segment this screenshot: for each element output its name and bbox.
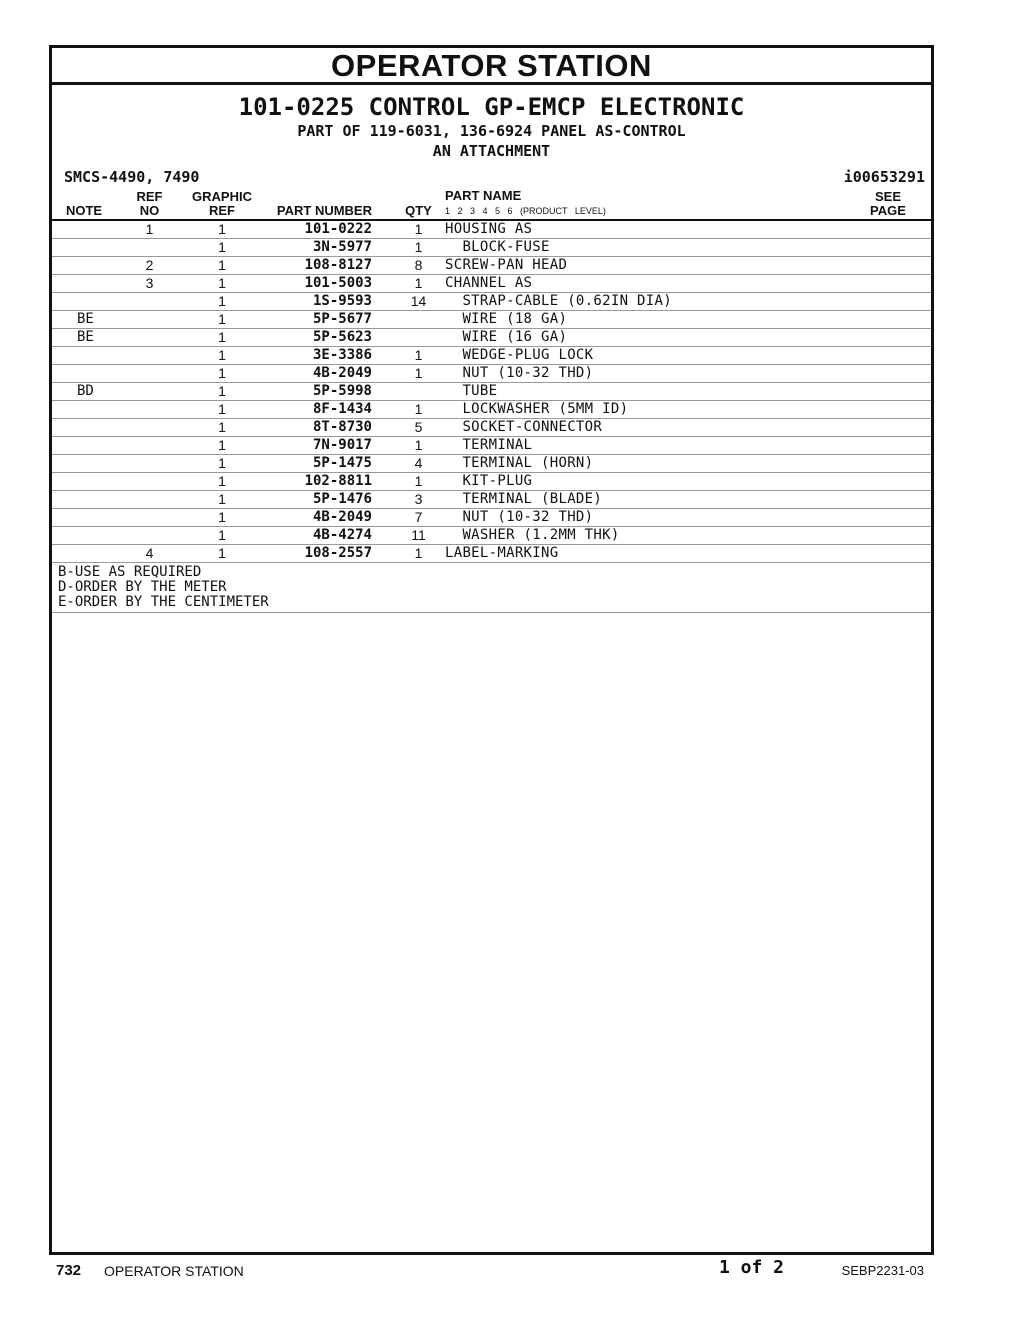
notes-block xyxy=(52,563,931,613)
graphic-ref-cell: 1 xyxy=(183,383,261,401)
graphic-ref-cell: 1 xyxy=(183,347,261,365)
graphic-ref-cell: 1 xyxy=(183,257,261,275)
ref-no-cell xyxy=(116,347,183,365)
part-number-cell: 5P-5623 xyxy=(261,329,392,347)
note-cell xyxy=(52,401,116,419)
table-row xyxy=(52,311,931,329)
table-row xyxy=(52,383,931,401)
note-cell xyxy=(52,473,116,491)
part-name-cell: WEDGE-PLUG LOCK xyxy=(445,347,845,365)
ref-no-cell: 2 xyxy=(116,257,183,275)
graphic-ref-cell: 1 xyxy=(183,473,261,491)
ref-no-cell: 1 xyxy=(116,220,183,239)
see-page-cell xyxy=(845,347,931,365)
note-line: D-ORDER BY THE METER xyxy=(58,579,227,595)
table-row xyxy=(52,545,931,563)
part-number-cell: 5P-5998 xyxy=(261,383,392,401)
table-row xyxy=(52,455,931,473)
qty-cell: 8 xyxy=(392,257,445,275)
part-name-cell: WIRE (18 GA) xyxy=(445,311,845,329)
ref-no-cell xyxy=(116,419,183,437)
ref-no-cell xyxy=(116,239,183,257)
note-cell xyxy=(52,545,116,563)
qty-cell: 1 xyxy=(392,347,445,365)
part-number-cell: 101-0222 xyxy=(261,220,392,239)
qty-cell: 11 xyxy=(392,527,445,545)
ref-no-cell xyxy=(116,455,183,473)
part-number-cell: 7N-9017 xyxy=(261,437,392,455)
table-row xyxy=(52,509,931,527)
table-row xyxy=(52,527,931,545)
part-number-cell: 3E-3386 xyxy=(261,347,392,365)
part-number-cell: 1S-9593 xyxy=(261,293,392,311)
see-page-cell xyxy=(845,257,931,275)
table-row xyxy=(52,347,931,365)
part-name-cell: SCREW-PAN HEAD xyxy=(445,257,845,275)
note-cell: BE xyxy=(52,329,116,347)
ref-no-cell xyxy=(116,437,183,455)
note-cell xyxy=(52,293,116,311)
qty-cell: 5 xyxy=(392,419,445,437)
qty-cell: 3 xyxy=(392,491,445,509)
note-line: B-USE AS REQUIRED xyxy=(58,564,202,580)
note-cell xyxy=(52,437,116,455)
part-name-cell: TERMINAL (BLADE) xyxy=(445,491,845,509)
see-page-cell xyxy=(845,365,931,383)
table-row xyxy=(52,329,931,347)
parts-table xyxy=(52,189,931,563)
ref-no-cell xyxy=(116,311,183,329)
see-page-cell xyxy=(845,455,931,473)
part-name-cell: NUT (10-32 THD) xyxy=(445,365,845,383)
note-cell xyxy=(52,419,116,437)
see-page-cell xyxy=(845,509,931,527)
part-name-cell: CHANNEL AS xyxy=(445,275,845,293)
see-page-cell xyxy=(845,239,931,257)
table-row xyxy=(52,220,931,239)
part-of-line: PART OF 119-6031, 136-6924 PANEL AS-CONTROL xyxy=(297,122,686,140)
col-qty: QTY xyxy=(405,203,432,218)
note-cell xyxy=(52,347,116,365)
ref-no-cell xyxy=(116,329,183,347)
see-page-cell xyxy=(845,383,931,401)
part-name-cell: WASHER (1.2MM THK) xyxy=(445,527,845,545)
ref-no-cell xyxy=(116,401,183,419)
part-number-cell: 101-5003 xyxy=(261,275,392,293)
table-row xyxy=(52,491,931,509)
col-note: NOTE xyxy=(65,203,103,218)
graphic-ref-cell: 1 xyxy=(183,365,261,383)
table-row xyxy=(52,473,931,491)
qty-cell xyxy=(392,329,445,347)
part-name-cell: KIT-PLUG xyxy=(445,473,845,491)
note-line: E-ORDER BY THE CENTIMETER xyxy=(58,594,269,610)
see-page-cell xyxy=(845,437,931,455)
part-name-cell: LOCKWASHER (5MM ID) xyxy=(445,401,845,419)
graphic-ref-cell: 1 xyxy=(183,419,261,437)
part-name-cell: TERMINAL xyxy=(445,437,845,455)
table-row xyxy=(52,293,931,311)
note-cell xyxy=(52,275,116,293)
graphic-ref-cell: 1 xyxy=(183,275,261,293)
group-header xyxy=(52,93,931,161)
see-page-cell xyxy=(845,220,931,239)
product-level-scale: 1 2 3 4 5 6 (PRODUCT LEVEL) xyxy=(445,206,606,216)
note-cell: BD xyxy=(52,383,116,401)
ref-no-cell xyxy=(116,491,183,509)
col-graphic-ref: GRAPHIC REF xyxy=(192,189,252,218)
part-number-cell: 8F-1434 xyxy=(261,401,392,419)
graphic-ref-cell: 1 xyxy=(183,491,261,509)
see-page-cell xyxy=(845,311,931,329)
page-of: 1 of 2 xyxy=(719,1257,785,1278)
qty-cell xyxy=(392,383,445,401)
graphic-ref-cell: 1 xyxy=(183,545,261,563)
part-name-cell: SOCKET-CONNECTOR xyxy=(445,419,845,437)
note-cell xyxy=(52,239,116,257)
qty-cell: 1 xyxy=(392,437,445,455)
table-row xyxy=(52,239,931,257)
part-number-cell: 102-8811 xyxy=(261,473,392,491)
note-cell xyxy=(52,491,116,509)
note-cell xyxy=(52,509,116,527)
see-page-cell xyxy=(845,545,931,563)
group-title: 101-0225 CONTROL GP-EMCP ELECTRONIC xyxy=(238,93,745,121)
ref-no-cell: 3 xyxy=(116,275,183,293)
graphic-ref-cell: 1 xyxy=(183,455,261,473)
graphic-ref-cell: 1 xyxy=(183,293,261,311)
col-ref-no: REF NO xyxy=(136,189,163,218)
see-page-cell xyxy=(845,491,931,509)
part-name-cell: STRAP-CABLE (0.62IN DIA) xyxy=(445,293,845,311)
ref-no-cell xyxy=(116,383,183,401)
qty-cell: 1 xyxy=(392,473,445,491)
graphic-ref-cell: 1 xyxy=(183,311,261,329)
qty-cell: 1 xyxy=(392,239,445,257)
section-title: OPERATOR STATION xyxy=(52,48,931,85)
note-cell xyxy=(52,257,116,275)
graphic-ref-cell: 1 xyxy=(183,220,261,239)
qty-cell: 14 xyxy=(392,293,445,311)
qty-cell: 1 xyxy=(392,365,445,383)
part-name-cell: NUT (10-32 THD) xyxy=(445,509,845,527)
note-cell xyxy=(52,455,116,473)
illustration-id: i00653291 xyxy=(843,168,925,186)
part-number-cell: 5P-1476 xyxy=(261,491,392,509)
attachment-line: AN ATTACHMENT xyxy=(432,142,551,160)
col-part-number: PART NUMBER xyxy=(276,203,372,218)
see-page-cell xyxy=(845,419,931,437)
qty-cell xyxy=(392,311,445,329)
graphic-ref-cell: 1 xyxy=(183,509,261,527)
ref-no-cell xyxy=(116,527,183,545)
ref-no-cell xyxy=(116,473,183,491)
see-page-cell xyxy=(845,401,931,419)
note-cell xyxy=(52,527,116,545)
ref-no-cell xyxy=(116,509,183,527)
part-name-cell: LABEL-MARKING xyxy=(445,545,845,563)
qty-cell: 1 xyxy=(392,401,445,419)
part-number-cell: 108-8127 xyxy=(261,257,392,275)
ref-no-cell xyxy=(116,293,183,311)
table-row xyxy=(52,437,931,455)
part-number-cell: 4B-2049 xyxy=(261,509,392,527)
graphic-ref-cell: 1 xyxy=(183,329,261,347)
reference-line xyxy=(52,165,931,189)
see-page-cell xyxy=(845,275,931,293)
note-cell xyxy=(52,365,116,383)
note-cell xyxy=(52,220,116,239)
qty-cell: 1 xyxy=(392,545,445,563)
footer-section: OPERATOR STATION xyxy=(104,1263,244,1279)
graphic-ref-cell: 1 xyxy=(183,437,261,455)
table-row xyxy=(52,257,931,275)
table-row xyxy=(52,401,931,419)
see-page-cell xyxy=(845,473,931,491)
ref-no-cell: 4 xyxy=(116,545,183,563)
part-name-cell: WIRE (16 GA) xyxy=(445,329,845,347)
part-number-cell: 8T-8730 xyxy=(261,419,392,437)
table-row xyxy=(52,365,931,383)
part-name-cell: BLOCK-FUSE xyxy=(445,239,845,257)
part-number-cell: 108-2557 xyxy=(261,545,392,563)
see-page-cell xyxy=(845,293,931,311)
table-row xyxy=(52,275,931,293)
smcs-code: SMCS-4490, 7490 xyxy=(64,168,200,186)
part-name-cell: TUBE xyxy=(445,383,845,401)
table-header xyxy=(52,189,931,220)
part-number-cell: 5P-1475 xyxy=(261,455,392,473)
qty-cell: 7 xyxy=(392,509,445,527)
col-part-name: PART NAME 1 2 3 4 5 6 (PRODUCT LEVEL) xyxy=(445,188,606,216)
graphic-ref-cell: 1 xyxy=(183,401,261,419)
see-page-cell xyxy=(845,527,931,545)
part-name-cell: TERMINAL (HORN) xyxy=(445,455,845,473)
see-page-cell xyxy=(845,329,931,347)
page-frame xyxy=(49,45,934,1255)
part-number-cell: 4B-2049 xyxy=(261,365,392,383)
qty-cell: 1 xyxy=(392,275,445,293)
part-number-cell: 4B-4274 xyxy=(261,527,392,545)
document-id: SEBP2231-03 xyxy=(841,1263,924,1278)
col-see-page: SEE PAGE xyxy=(870,189,906,218)
note-cell: BE xyxy=(52,311,116,329)
qty-cell: 1 xyxy=(392,220,445,239)
part-number-cell: 3N-5977 xyxy=(261,239,392,257)
page-footer xyxy=(56,1256,936,1286)
graphic-ref-cell: 1 xyxy=(183,239,261,257)
page-number: 732 xyxy=(56,1262,82,1279)
ref-no-cell xyxy=(116,365,183,383)
qty-cell: 4 xyxy=(392,455,445,473)
part-name-cell: HOUSING AS xyxy=(445,220,845,239)
table-row xyxy=(52,419,931,437)
part-number-cell: 5P-5677 xyxy=(261,311,392,329)
graphic-ref-cell: 1 xyxy=(183,527,261,545)
